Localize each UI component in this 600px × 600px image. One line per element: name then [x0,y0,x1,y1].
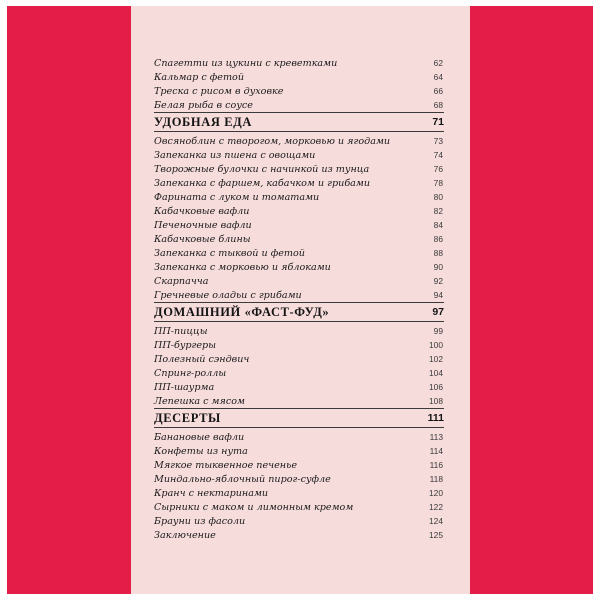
entry-title: Овсяноблин с творогом, морковью и ягодами [154,136,391,147]
entry-title: ПП-пиццы [154,326,208,337]
entry-title: Миндально-яблочный пирог-суфле [154,474,331,485]
section-heading [154,112,444,132]
toc-entry [154,274,444,288]
entry-title: Брауни из фасоли [154,516,246,527]
entry-title: Печеночные вафли [154,220,252,231]
table-of-contents [154,56,444,542]
toc-entry [154,472,444,486]
section-page-number: 97 [432,306,444,318]
entry-page-number: 99 [433,326,443,336]
toc-entry [154,176,444,190]
entry-page-number: 86 [433,234,443,244]
toc-entry [154,56,444,70]
toc-entry [154,70,444,84]
section-title: ДОМАШНИЙ «ФАСТ-ФУД» [154,304,330,319]
entry-page-number: 80 [433,192,443,202]
section-title: УДОБНАЯ ЕДА [154,114,252,129]
entry-title: Творожные булочки с начинкой из тунца [154,164,370,175]
entry-page-number: 62 [433,58,443,68]
entry-page-number: 64 [433,72,443,82]
toc-entry [154,352,444,366]
entry-page-number: 74 [433,150,443,160]
entry-title: Скарпачча [154,276,209,287]
toc-entry [154,232,444,246]
entry-title: Запеканка с тыквой и фетой [154,248,305,259]
entry-title: Кальмар с фетой [154,72,245,83]
entry-title: ПП-шаурма [154,382,215,393]
entry-title: Кранч с нектаринами [154,488,269,499]
toc-entry [154,288,444,302]
entry-title: Белая рыба в соусе [154,100,253,111]
entry-title: Треска с рисом в духовке [154,86,284,97]
toc-entry [154,500,444,514]
entry-title: Фарината с луком и томатами [154,192,320,203]
entry-page-number: 104 [429,368,443,378]
section-page-number: 111 [427,412,444,424]
entry-title: Кабачковые блины [154,234,251,245]
toc-entry [154,134,444,148]
section-heading [154,408,444,428]
entry-page-number: 66 [433,86,443,96]
contents-panel [131,6,470,594]
entry-page-number: 108 [429,396,443,406]
toc-entry [154,246,444,260]
entry-page-number: 76 [433,164,443,174]
toc-entry [154,366,444,380]
book-page [7,6,593,594]
entry-page-number: 102 [429,354,443,364]
entry-page-number: 106 [429,382,443,392]
toc-entry [154,162,444,176]
entry-title: Конфеты из нута [154,446,248,457]
toc-entry [154,218,444,232]
toc-entry [154,98,444,112]
toc-entry [154,528,444,542]
entry-title: Запеканка из пшена с овощами [154,150,316,161]
toc-entry [154,260,444,274]
toc-entry [154,458,444,472]
entry-title: Запеканка с фаршем, кабачком и грибами [154,178,371,189]
toc-entry [154,190,444,204]
toc-entry [154,338,444,352]
entry-page-number: 88 [433,248,443,258]
toc-entry [154,380,444,394]
entry-page-number: 82 [433,206,443,216]
entry-page-number: 78 [433,178,443,188]
section-page-number: 71 [432,116,444,128]
entry-title: Лепешка с мясом [154,396,245,407]
entry-page-number: 84 [433,220,443,230]
toc-entry [154,486,444,500]
entry-page-number: 124 [429,516,443,526]
toc-entry [154,324,444,338]
section-heading [154,302,444,322]
entry-page-number: 125 [429,530,443,540]
entry-title: Спагетти из цукини с креветками [154,58,338,69]
entry-title: ПП-бургеры [154,340,217,351]
entry-title: Кабачковые вафли [154,206,250,217]
section-title: ДЕСЕРТЫ [154,410,221,425]
entry-title: Банановые вафли [154,432,245,443]
entry-page-number: 116 [429,460,443,470]
entry-page-number: 122 [429,502,443,512]
entry-page-number: 68 [433,100,443,110]
toc-entry [154,514,444,528]
entry-page-number: 114 [429,446,443,456]
entry-page-number: 113 [429,432,443,442]
toc-entry [154,430,444,444]
toc-entry [154,148,444,162]
entry-title: Полезный сэндвич [154,354,250,365]
toc-entry [154,84,444,98]
entry-page-number: 90 [433,262,443,272]
entry-title: Запеканка с морковью и яблоками [154,262,331,273]
toc-entry [154,444,444,458]
entry-page-number: 73 [433,136,443,146]
toc-entry [154,204,444,218]
entry-page-number: 92 [433,276,443,286]
entry-page-number: 94 [433,290,443,300]
entry-title: Гречневые оладьи с грибами [154,290,302,301]
entry-title: Мягкое тыквенное печенье [154,460,298,471]
entry-page-number: 100 [429,340,443,350]
toc-entry [154,394,444,408]
entry-title: Заключение [154,530,216,541]
entry-title: Спринг-роллы [154,368,227,379]
entry-page-number: 118 [429,474,443,484]
entry-title: Сырники с маком и лимонным кремом [154,502,354,513]
entry-page-number: 120 [429,488,443,498]
